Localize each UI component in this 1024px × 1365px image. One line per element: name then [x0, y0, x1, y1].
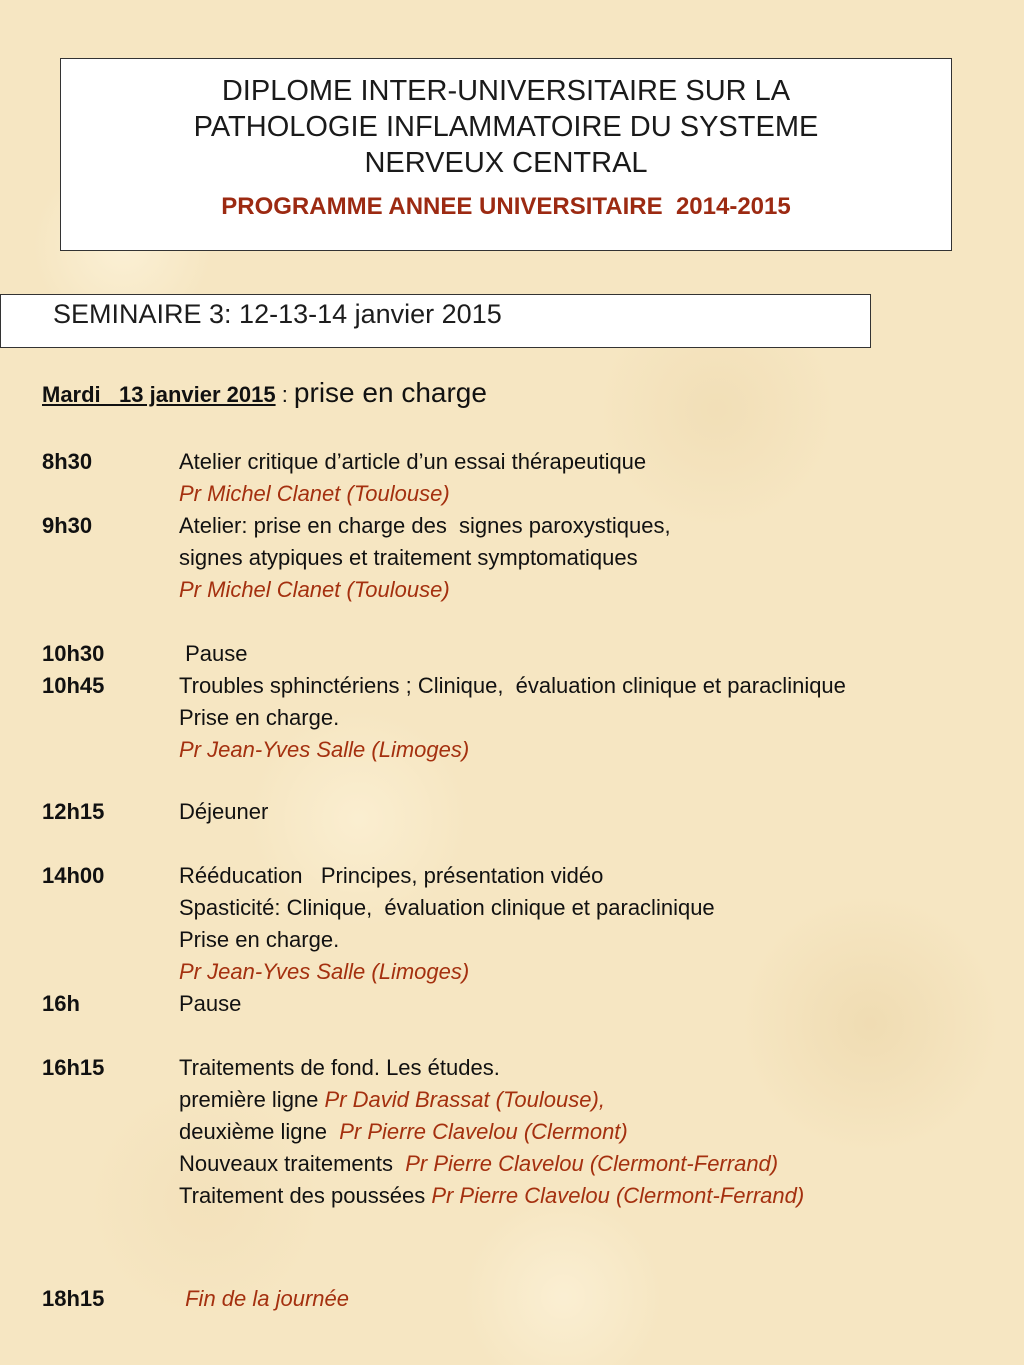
session-detail-label: deuxième ligne: [179, 1119, 340, 1144]
session-detail-label: Traitement des poussées: [179, 1183, 432, 1208]
session-title: Atelier: prise en charge des signes paroxystiques,: [179, 513, 671, 538]
day-label: Mardi 13 janvier 2015: [42, 382, 276, 407]
seminar-box: [0, 294, 871, 348]
program-subtitle: PROGRAMME ANNEE UNIVERSITAIRE 2014-2015: [221, 193, 791, 220]
time-label: 10h30: [42, 641, 105, 666]
session-detail: signes atypiques et traitement symptomatiques: [179, 545, 638, 570]
schedule-row: [0, 574, 1024, 606]
speaker-name: Pr Pierre Clavelou (Clermont-Ferrand): [431, 1183, 805, 1208]
schedule-row: [0, 478, 1024, 510]
schedule-row: [0, 956, 1024, 988]
session-detail: Prise en charge.: [179, 927, 340, 952]
session-detail: [179, 1084, 605, 1116]
schedule-row: [0, 1148, 1024, 1180]
schedule-row: [0, 988, 1024, 1020]
time-label: 9h30: [42, 513, 93, 538]
time-label: 8h30: [42, 449, 93, 474]
schedule-row: [0, 446, 1024, 478]
time-label: 16h15: [42, 1055, 105, 1080]
session-title: Rééducation Principes, présentation vidéo: [179, 863, 604, 888]
day-topic: prise en charge: [293, 377, 487, 408]
speaker-name: Pr Jean-Yves Salle (Limoges): [179, 959, 470, 984]
time-label: 10h45: [42, 673, 105, 698]
day-separator: :: [275, 382, 294, 407]
session-detail: Spasticité: Clinique, évaluation clinique et paraclinique: [179, 895, 715, 920]
session-title: Déjeuner: [179, 799, 269, 824]
title-box: [60, 58, 952, 251]
seminar-title: SEMINAIRE 3: 12-13-14 janvier 2015: [53, 299, 502, 329]
time-label: 12h15: [42, 799, 105, 824]
session-title: Pause: [179, 641, 248, 666]
session-detail: [179, 1148, 778, 1180]
speaker-name: Pr David Brassat (Toulouse),: [324, 1087, 605, 1112]
session-title: Atelier critique d’article d’un essai thérapeutique: [179, 449, 647, 474]
session-detail-label: première ligne: [179, 1087, 325, 1112]
session-detail-label: Nouveaux traitements: [179, 1151, 406, 1176]
closing-note: Fin de la journée: [179, 1286, 349, 1311]
schedule-row: [0, 924, 1024, 956]
title-line-2: PATHOLOGIE INFLAMMATOIRE DU SYSTEME: [193, 111, 819, 143]
time-label: 16h: [42, 991, 80, 1016]
schedule-row: [0, 1283, 1024, 1315]
session-title: Troubles sphinctériens ; Clinique, évaluation clinique et paraclinique: [179, 673, 846, 698]
time-label: 14h00: [42, 863, 105, 888]
session-detail: [179, 1180, 804, 1212]
speaker-name: Pr Michel Clanet (Toulouse): [179, 481, 450, 506]
speaker-name: Pr Jean-Yves Salle (Limoges): [179, 737, 470, 762]
schedule-row: [0, 1180, 1024, 1212]
schedule-row: [0, 860, 1024, 892]
schedule-row: [0, 542, 1024, 574]
schedule-row: [0, 734, 1024, 766]
schedule-row: [0, 702, 1024, 734]
schedule-row: [0, 510, 1024, 542]
schedule-row: [0, 638, 1024, 670]
speaker-name: Pr Pierre Clavelou (Clermont): [339, 1119, 628, 1144]
day-heading: [42, 377, 487, 409]
schedule-row: [0, 892, 1024, 924]
speaker-name: Pr Pierre Clavelou (Clermont-Ferrand): [405, 1151, 779, 1176]
session-detail: Prise en charge.: [179, 705, 340, 730]
session-detail: [179, 1116, 628, 1148]
session-title: Traitements de fond. Les études.: [179, 1055, 500, 1080]
session-title: Pause: [179, 991, 242, 1016]
schedule-row: [0, 796, 1024, 828]
schedule-row: [0, 1084, 1024, 1116]
schedule-row: [0, 1052, 1024, 1084]
speaker-name: Pr Michel Clanet (Toulouse): [179, 577, 450, 602]
title-line-1: DIPLOME INTER-UNIVERSITAIRE SUR LA: [221, 75, 791, 107]
title-line-3: NERVEUX CENTRAL: [364, 147, 648, 179]
schedule-row: [0, 1116, 1024, 1148]
schedule-row: [0, 670, 1024, 702]
time-label: 18h15: [42, 1286, 105, 1311]
